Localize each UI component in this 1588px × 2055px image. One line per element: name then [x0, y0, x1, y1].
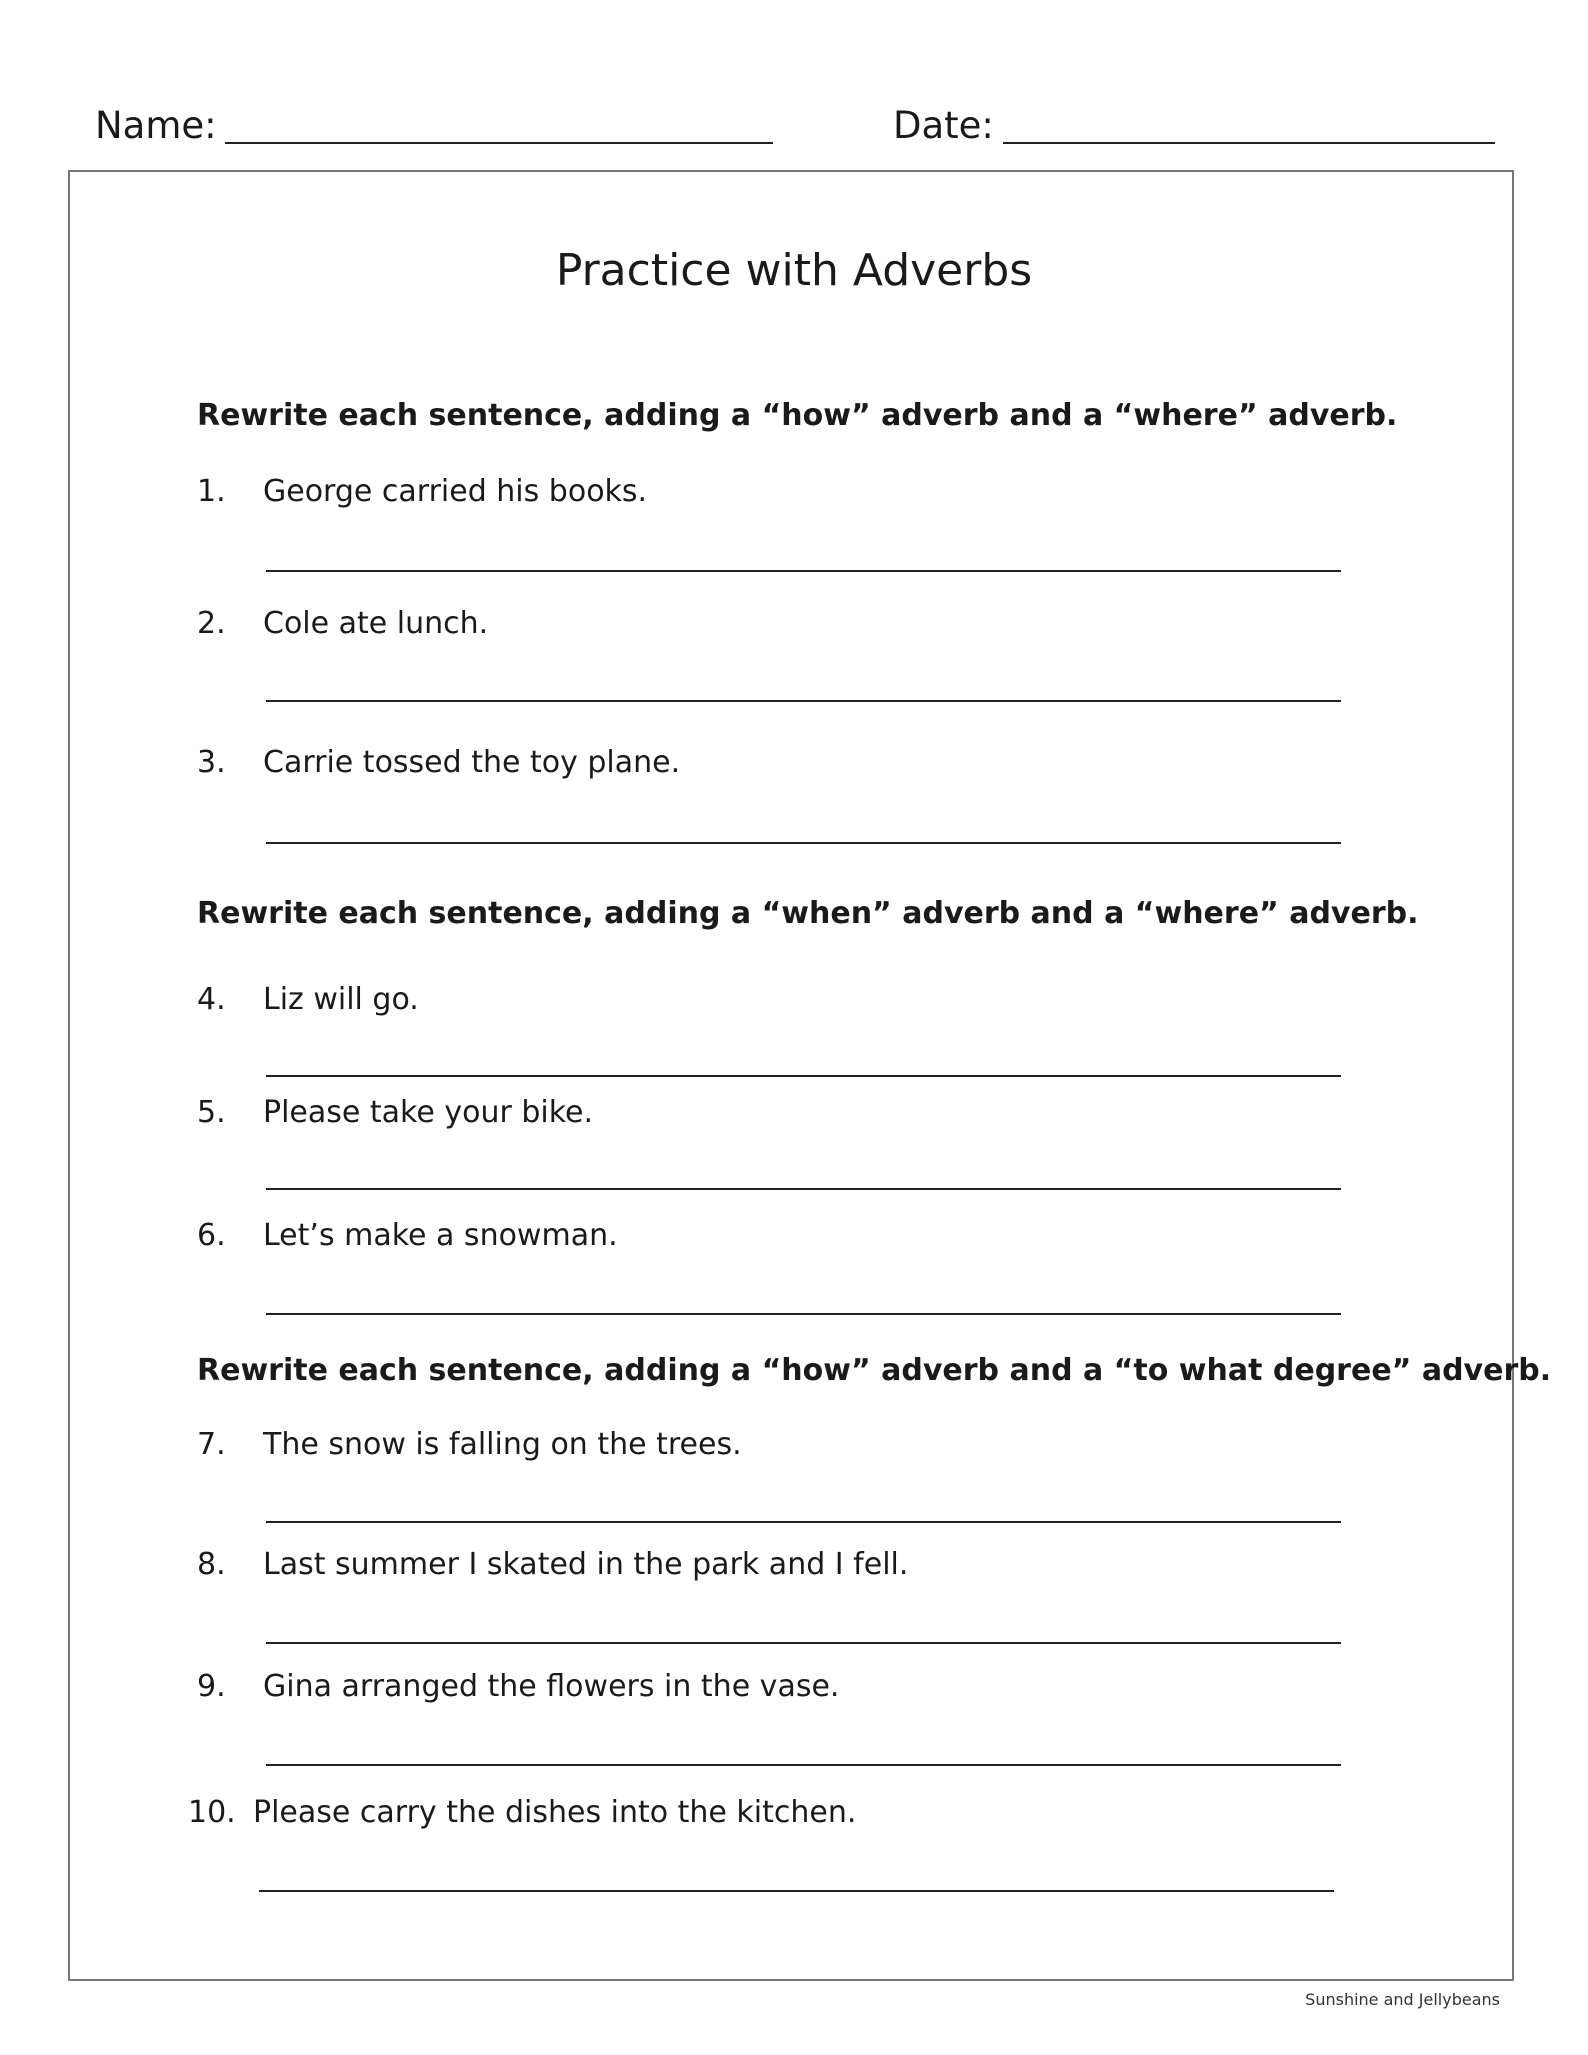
item-sentence: Cole ate lunch. — [263, 606, 489, 641]
name-line[interactable] — [225, 142, 773, 144]
item-number: 8. — [197, 1547, 226, 1582]
list-item — [0, 1216, 1588, 1256]
list-item — [0, 1793, 1588, 1833]
item-number: 4. — [197, 982, 226, 1017]
answer-line[interactable] — [266, 1764, 1341, 1766]
answer-line[interactable] — [266, 570, 1341, 572]
answer-line[interactable] — [266, 1075, 1341, 1077]
answer-line[interactable] — [259, 1890, 1334, 1892]
item-number: 10. — [188, 1795, 236, 1830]
answer-line[interactable] — [266, 700, 1341, 702]
section-instruction: Rewrite each sentence, adding a “when” adverb and a “where” adverb. — [197, 896, 1419, 931]
item-sentence: Please carry the dishes into the kitchen. — [253, 1795, 857, 1830]
section-instruction: Rewrite each sentence, adding a “how” adverb and a “where” adverb. — [197, 398, 1398, 433]
item-number: 5. — [197, 1095, 226, 1130]
section-instruction: Rewrite each sentence, adding a “how” adverb and a “to what degree” adverb. — [197, 1353, 1552, 1388]
item-sentence: Please take your bike. — [263, 1095, 593, 1130]
list-item — [0, 743, 1588, 783]
item-sentence: George carried his books. — [263, 474, 648, 509]
item-number: 6. — [197, 1218, 226, 1253]
answer-line[interactable] — [266, 1521, 1341, 1523]
item-sentence: The snow is falling on the trees. — [263, 1427, 742, 1462]
item-number: 3. — [197, 745, 226, 780]
list-item — [0, 1667, 1588, 1707]
list-item — [0, 1093, 1588, 1133]
item-number: 2. — [197, 606, 226, 641]
list-item — [0, 1425, 1588, 1465]
answer-line[interactable] — [266, 1642, 1341, 1644]
item-number: 7. — [197, 1427, 226, 1462]
page-title: Practice with Adverbs — [555, 245, 1033, 296]
item-sentence: Carrie tossed the toy plane. — [263, 745, 681, 780]
item-number: 9. — [197, 1669, 226, 1704]
date-line[interactable] — [1003, 142, 1495, 144]
answer-line[interactable] — [266, 1313, 1341, 1315]
item-sentence: Let’s make a snowman. — [263, 1218, 618, 1253]
item-sentence: Gina arranged the flowers in the vase. — [263, 1669, 840, 1704]
list-item — [0, 1545, 1588, 1585]
date-label: Date: — [893, 104, 994, 147]
item-number: 1. — [197, 474, 226, 509]
name-label: Name: — [95, 104, 217, 147]
footer-credit: Sunshine and Jellybeans — [1305, 1990, 1500, 2009]
item-sentence: Last summer I skated in the park and I fell. — [263, 1547, 909, 1582]
list-item — [0, 604, 1588, 644]
list-item — [0, 980, 1588, 1020]
list-item — [0, 472, 1588, 512]
answer-line[interactable] — [266, 842, 1341, 844]
answer-line[interactable] — [266, 1188, 1341, 1190]
item-sentence: Liz will go. — [263, 982, 419, 1017]
